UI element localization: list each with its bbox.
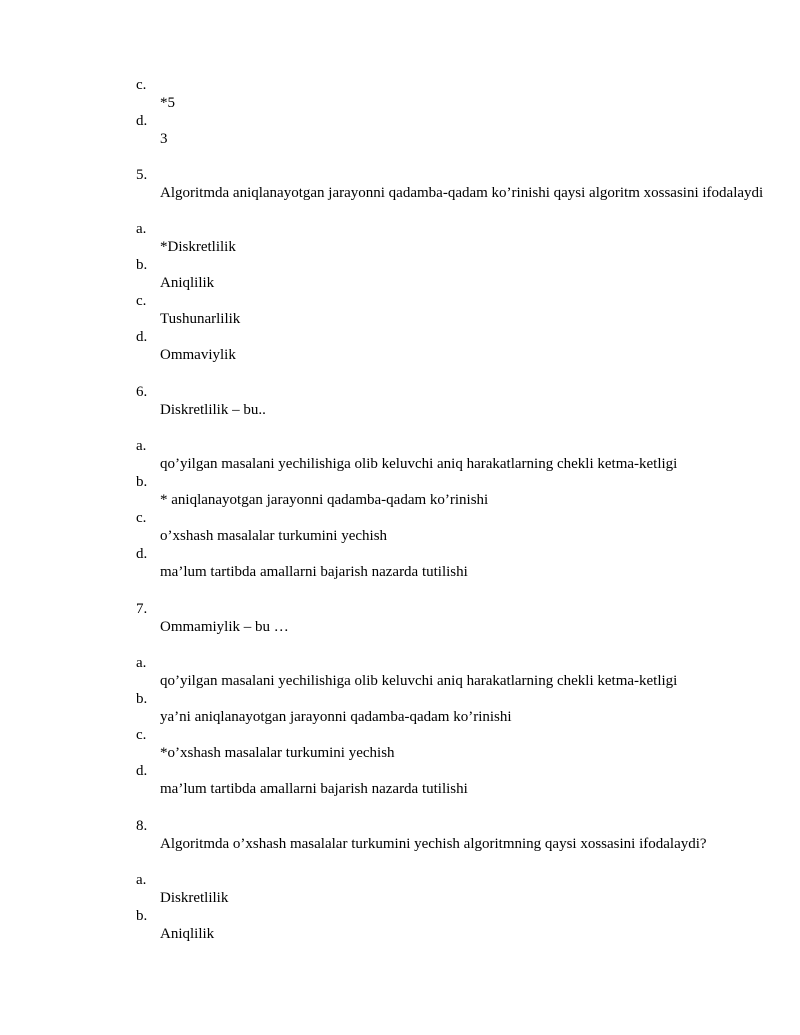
option-text: Aniqlilik [160, 275, 215, 291]
option-text: Tushunarlilik [160, 311, 241, 327]
option-marker: c. [136, 77, 147, 93]
option-marker: b. [136, 691, 148, 707]
question-number: 5. [136, 167, 148, 183]
question-text: Ommamiylik – bu … [160, 619, 289, 635]
option-marker: a. [136, 438, 147, 454]
option-text: qo’yilgan masalani yechilishiga olib keluvchi aniq harakatlarning chekli ketma-ketligi [160, 673, 678, 689]
option-marker: d. [136, 763, 148, 779]
option-marker: b. [136, 257, 148, 273]
option-text: Diskretlilik [160, 890, 229, 906]
option-text: o’xshash masalalar turkumini yechish [160, 528, 388, 544]
question-number: 6. [136, 384, 148, 400]
option-marker: c. [136, 727, 147, 743]
option-marker: d. [136, 113, 148, 129]
question-number: 8. [136, 818, 148, 834]
option-text: qo’yilgan masalani yechilishiga olib keluvchi aniq harakatlarning chekli ketma-ketligi [160, 456, 678, 472]
option-text: *o’xshash masalalar turkumini yechish [160, 745, 395, 761]
option-marker: a. [136, 872, 147, 888]
option-text: ya’ni aniqlanayotgan jarayonni qadamba-qadam ko’rinishi [160, 709, 512, 725]
option-marker: d. [136, 329, 148, 345]
question-text: Diskretlilik – bu.. [160, 402, 266, 418]
question-text: Algoritmda aniqlanayotgan jarayonni qadamba-qadam ko’rinishi qaysi algoritm xossasini ifodalaydi [160, 185, 764, 201]
option-marker: a. [136, 221, 147, 237]
option-marker: c. [136, 510, 147, 526]
option-text: *5 [160, 95, 175, 111]
option-text: ma’lum tartibda amallarni bajarish nazarda tutilishi [160, 781, 468, 797]
option-text: ma’lum tartibda amallarni bajarish nazarda tutilishi [160, 564, 468, 580]
option-marker: c. [136, 293, 147, 309]
option-text: Aniqlilik [160, 926, 215, 942]
option-text: Ommaviylik [160, 347, 236, 363]
option-marker: a. [136, 655, 147, 671]
option-text: * aniqlanayotgan jarayonni qadamba-qadam ko’rinishi [160, 492, 489, 508]
question-number: 7. [136, 601, 148, 617]
option-text: *Diskretlilik [160, 239, 236, 255]
option-text: 3 [160, 131, 168, 147]
question-text: Algoritmda o’xshash masalalar turkumini yechish algoritmning qaysi xossasini ifodalaydi? [160, 836, 707, 852]
option-marker: b. [136, 474, 148, 490]
option-marker: d. [136, 546, 148, 562]
option-marker: b. [136, 908, 148, 924]
